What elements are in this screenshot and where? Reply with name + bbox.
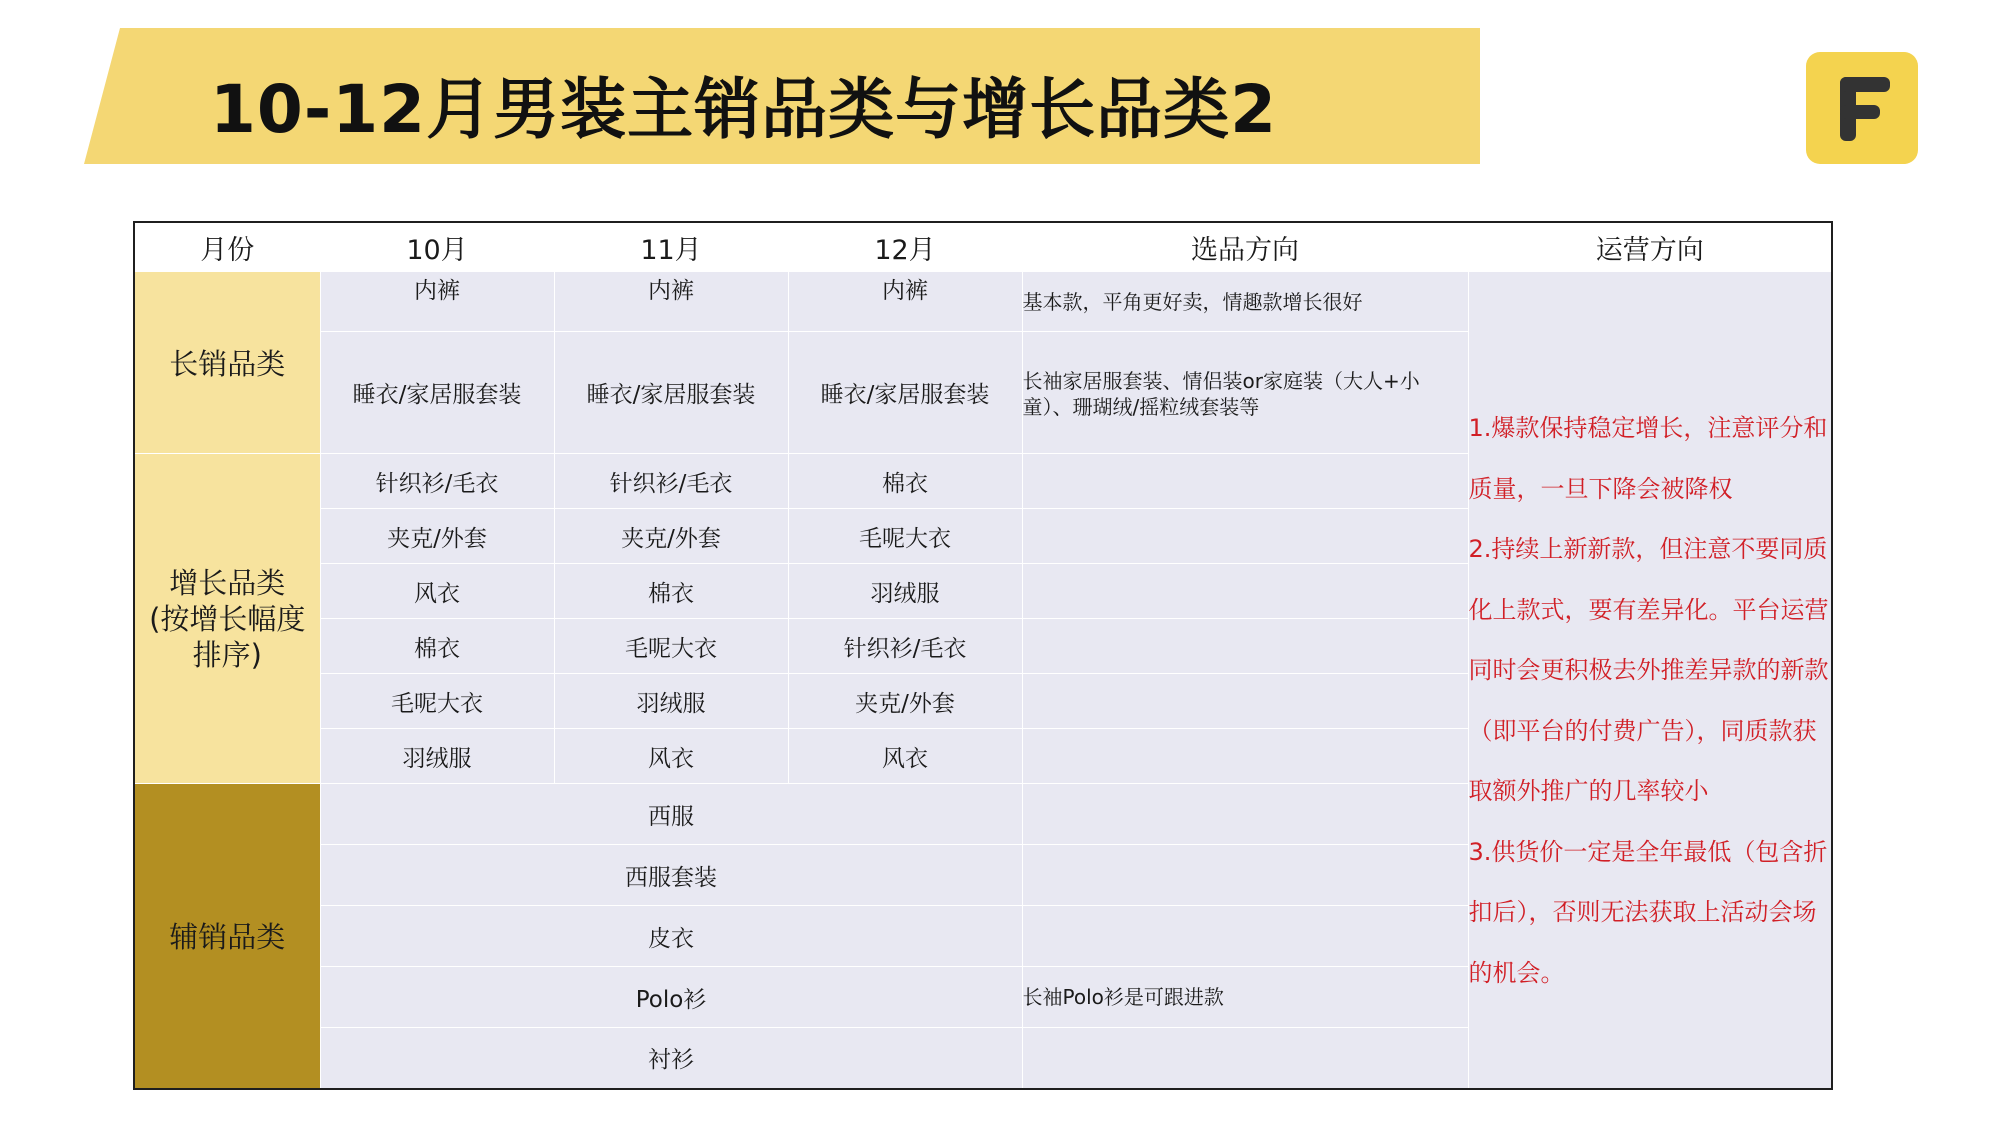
operations-cell	[1468, 272, 1832, 1089]
category-long-selling: 长销品类	[134, 272, 320, 454]
page-title: 10-12月男装主销品类与增长品类2	[210, 71, 1278, 148]
cell-selection-note	[1022, 454, 1468, 509]
cell-nov: 风衣	[554, 729, 788, 784]
cell-aux-item: 衬衫	[320, 1028, 1022, 1089]
cell-oct: 内裤	[320, 272, 554, 332]
cell-dec: 针织衫/毛衣	[788, 619, 1022, 674]
header-nov: 11月	[554, 222, 788, 272]
cell-oct: 风衣	[320, 564, 554, 619]
cell-nov: 羽绒服	[554, 674, 788, 729]
cell-nov: 内裤	[554, 272, 788, 332]
cell-oct: 毛呢大衣	[320, 674, 554, 729]
cell-selection-note	[1022, 784, 1468, 845]
cell-nov: 针织衫/毛衣	[554, 454, 788, 509]
cell-dec: 棉衣	[788, 454, 1022, 509]
cell-nov: 夹克/外套	[554, 509, 788, 564]
header-month: 月份	[134, 222, 320, 272]
cell-selection-note: 基本款，平角更好卖，情趣款增长很好	[1022, 272, 1468, 332]
cell-oct: 棉衣	[320, 619, 554, 674]
cell-selection-note	[1022, 1028, 1468, 1089]
cell-selection-note: 长袖Polo衫是可跟进款	[1022, 967, 1468, 1028]
cell-oct: 羽绒服	[320, 729, 554, 784]
header-selection: 选品方向	[1022, 222, 1468, 272]
category-table	[133, 221, 1833, 1090]
cell-oct: 夹克/外套	[320, 509, 554, 564]
table-row	[134, 272, 1832, 332]
header-operations: 运营方向	[1468, 222, 1832, 272]
cell-nov: 毛呢大衣	[554, 619, 788, 674]
header-oct: 10月	[320, 222, 554, 272]
cell-selection-note	[1022, 729, 1468, 784]
header-dec: 12月	[788, 222, 1022, 272]
cell-dec: 毛呢大衣	[788, 509, 1022, 564]
cell-selection-note	[1022, 674, 1468, 729]
cell-aux-item: 皮衣	[320, 906, 1022, 967]
cell-selection-note	[1022, 619, 1468, 674]
cell-aux-item: Polo衫	[320, 967, 1022, 1028]
cell-aux-item: 西服套装	[320, 845, 1022, 906]
cell-selection-note: 长袖家居服套装、情侣装or家庭装（大人+小童）、珊瑚绒/摇粒绒套装等	[1022, 332, 1468, 454]
cell-selection-note	[1022, 845, 1468, 906]
cell-oct: 睡衣/家居服套装	[320, 332, 554, 454]
cell-nov: 睡衣/家居服套装	[554, 332, 788, 454]
cell-dec: 风衣	[788, 729, 1022, 784]
cell-selection-note	[1022, 509, 1468, 564]
header-row	[134, 222, 1832, 272]
cell-nov: 棉衣	[554, 564, 788, 619]
cell-dec: 睡衣/家居服套装	[788, 332, 1022, 454]
operations-text: 1.爆款保持稳定增长，注意评分和质量，一旦下降会被降权 2.持续上新新款，但注意不要同质化上款式，要有差异化。平台运营同时会更积极去外推差异款的新款（即平台的付费广告），同质款获取额外推广的几率较小 3.供货价一定是全年最低（包含折扣后），否则无法获取上活动会场的机会。	[1468, 414, 1829, 987]
cell-selection-note	[1022, 564, 1468, 619]
cell-aux-item: 西服	[320, 784, 1022, 845]
F-logo-icon	[1806, 52, 1918, 164]
cell-dec: 羽绒服	[788, 564, 1022, 619]
cell-dec: 夹克/外套	[788, 674, 1022, 729]
cell-dec: 内裤	[788, 272, 1022, 332]
category-auxiliary: 辅销品类	[134, 784, 320, 1089]
cell-selection-note	[1022, 906, 1468, 967]
cell-oct: 针织衫/毛衣	[320, 454, 554, 509]
category-growth: 增长品类 (按增长幅度 排序)	[134, 454, 320, 784]
